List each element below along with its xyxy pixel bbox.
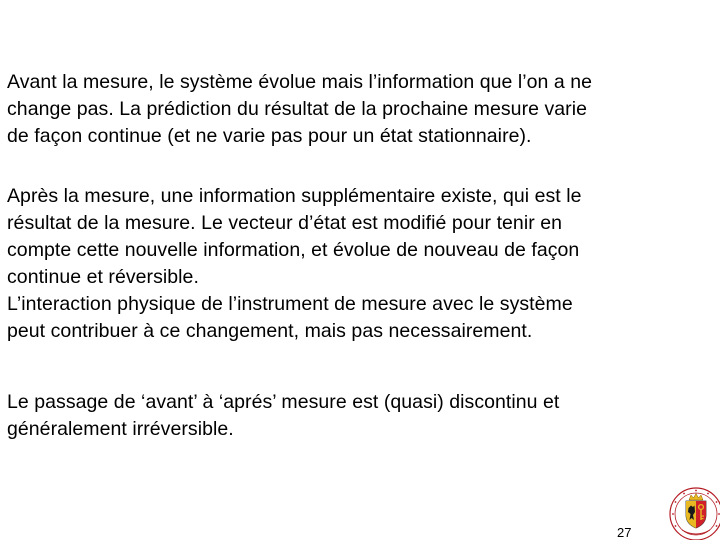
text-line: L’interaction physique de l’instrument de mesure avec le système (7, 293, 573, 315)
paragraph-transition (7, 389, 720, 443)
text-line: Après la mesure, une information supplémentaire existe, qui est le (7, 185, 582, 207)
text-line: continue et réversible. (7, 266, 199, 288)
paragraph-after-measurement (7, 183, 720, 345)
text-line: résultat de la mesure. Le vecteur d’état est modifié pour tenir en (7, 212, 563, 234)
university-of-geneva-crest-icon (664, 482, 720, 540)
text-line: de façon continue (et ne varie pas pour un état stationnaire). (7, 125, 532, 147)
text-line: compte cette nouvelle information, et évolue de nouveau de façon (7, 239, 580, 261)
text-line: Le passage de ‘avant’ à ‘aprés’ mesure est (quasi) discontinu et (7, 391, 560, 413)
text-line: généralement irréversible. (7, 418, 234, 440)
page-number: 27 (617, 525, 632, 540)
text-line: change pas. La prédiction du résultat de la prochaine mesure varie (7, 98, 587, 120)
text-line: peut contribuer à ce changement, mais pas necessairement. (7, 320, 533, 342)
text-line: Avant la mesure, le système évolue mais l’information que l’on a ne (7, 71, 593, 93)
paragraph-before-measurement (7, 69, 720, 150)
